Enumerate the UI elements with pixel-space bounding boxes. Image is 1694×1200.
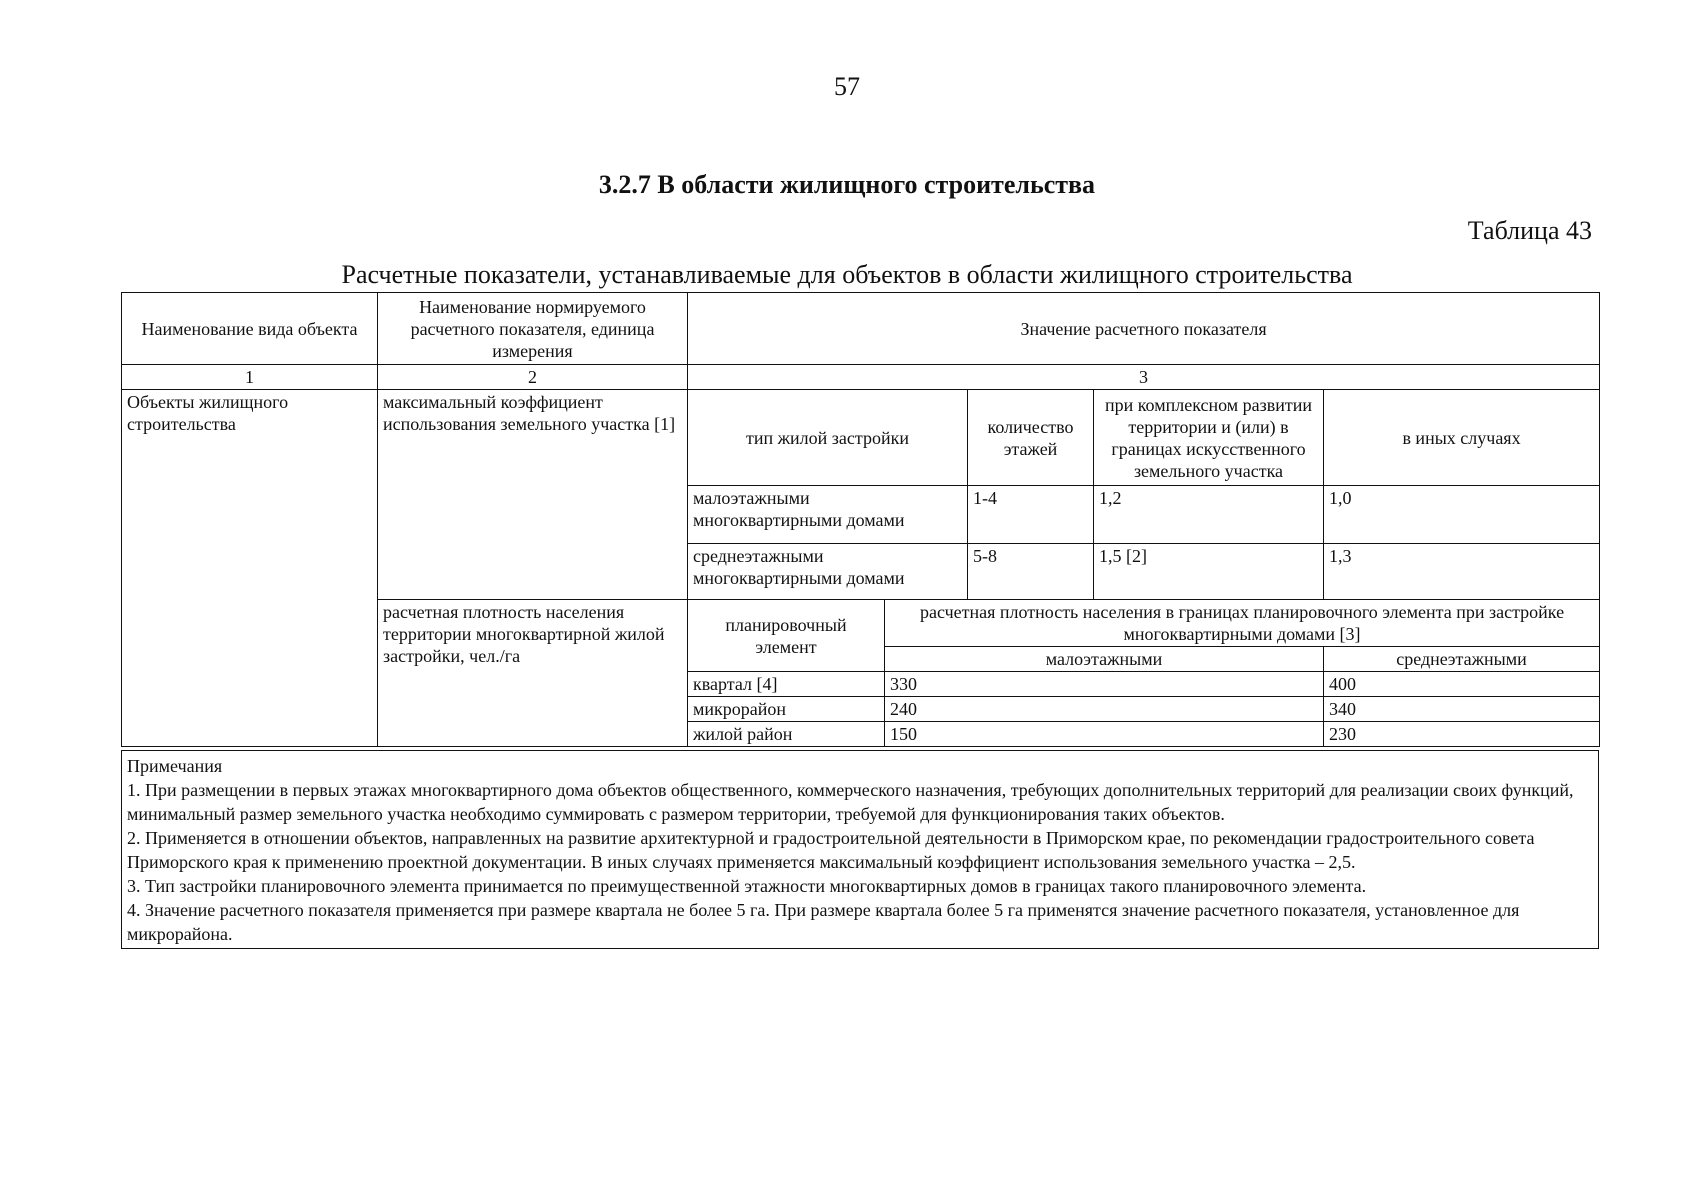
notes-block	[121, 750, 1599, 949]
row-other-low: 1,0	[1324, 486, 1600, 544]
page-number: 57	[834, 72, 860, 101]
table-label: Таблица 43	[1467, 216, 1592, 245]
note-3: 3. Тип застройки планировочного элемента принимается по преимущественной этажности многоквартирных домов в границах такого планировочного элемента.	[127, 876, 1367, 896]
row-low-value: 150	[885, 722, 1324, 747]
header-row	[122, 293, 1600, 365]
object-name-cell: Объекты жилищного строительства	[122, 390, 378, 747]
indicators-table	[121, 292, 1600, 747]
subheader-type: тип жилой застройки	[688, 390, 968, 486]
row-complex-low: 1,2	[1094, 486, 1324, 544]
row-floors-mid: 5-8	[968, 544, 1094, 600]
indicator1-name-cell: максимальный коэффициент использования земельного участка [1]	[378, 390, 688, 600]
header-col2: Наименование нормируемого расчетного показателя, единица измерения	[378, 293, 688, 365]
column-number-2: 2	[378, 365, 688, 390]
row-element: квартал [4]	[688, 672, 885, 697]
column-number-1: 1	[122, 365, 378, 390]
indicator1-subheader-row	[122, 390, 1600, 486]
subheader-other: в иных случаях	[1324, 390, 1600, 486]
subheader-density: расчетная плотность населения в границах планировочного элемента при застройке многоквартирными домами [3]	[885, 600, 1600, 647]
row-low-value: 330	[885, 672, 1324, 697]
row-type-low: малоэтажными многоквартирными домами	[688, 486, 968, 544]
subheader-complex: при комплексном развитии территории и (или) в границах искусственного земельного участка	[1094, 390, 1324, 486]
row-complex-mid: 1,5 [2]	[1094, 544, 1324, 600]
subheader-mid: среднеэтажными	[1324, 647, 1600, 672]
row-mid-value: 400	[1324, 672, 1600, 697]
header-col3: Значение расчетного показателя	[688, 293, 1600, 365]
row-type-mid: среднеэтажными многоквартирными домами	[688, 544, 968, 600]
row-mid-value: 340	[1324, 697, 1600, 722]
subheader-floors: количество этажей	[968, 390, 1094, 486]
column-numbers-row	[122, 365, 1600, 390]
column-number-3: 3	[688, 365, 1600, 390]
subheader-element: планировочный элемент	[688, 600, 885, 672]
indicator2-name-cell: расчетная плотность населения территории многоквартирной жилой застройки, чел./га	[378, 600, 688, 747]
header-col1: Наименование вида объекта	[122, 293, 378, 365]
table-caption: Расчетные показатели, устанавливаемые для объектов в области жилищного строительства	[341, 260, 1353, 289]
row-element: микрорайон	[688, 697, 885, 722]
note-1: 1. При размещении в первых этажах многоквартирного дома объектов общественного, коммерческого назначения, требующих дополнительных территорий для реализации своих функций, минимальный размер земельного участка необходимо суммировать с размером территории, требуемой для функционирования таких объектов.	[127, 780, 1574, 824]
subheader-low: малоэтажными	[885, 647, 1324, 672]
row-element: жилой район	[688, 722, 885, 747]
notes-title: Примечания	[127, 756, 223, 776]
note-2: 2. Применяется в отношении объектов, направленных на развитие архитектурной и градостроительной деятельности в Приморском крае, по рекомендации градостроительного совета Приморского края к применению проектной документации. В иных случаях применяется максимальный коэффициент использования земельного участка – 2,5.	[127, 828, 1535, 872]
row-mid-value: 230	[1324, 722, 1600, 747]
section-heading: 3.2.7 В области жилищного строительства	[598, 170, 1096, 199]
note-4: 4. Значение расчетного показателя применяется при размере квартала не более 5 га. При размере квартала более 5 га применятся значение расчетного показателя, установленное для микрорайона.	[127, 900, 1520, 944]
row-other-mid: 1,3	[1324, 544, 1600, 600]
row-low-value: 240	[885, 697, 1324, 722]
row-floors-low: 1-4	[968, 486, 1094, 544]
